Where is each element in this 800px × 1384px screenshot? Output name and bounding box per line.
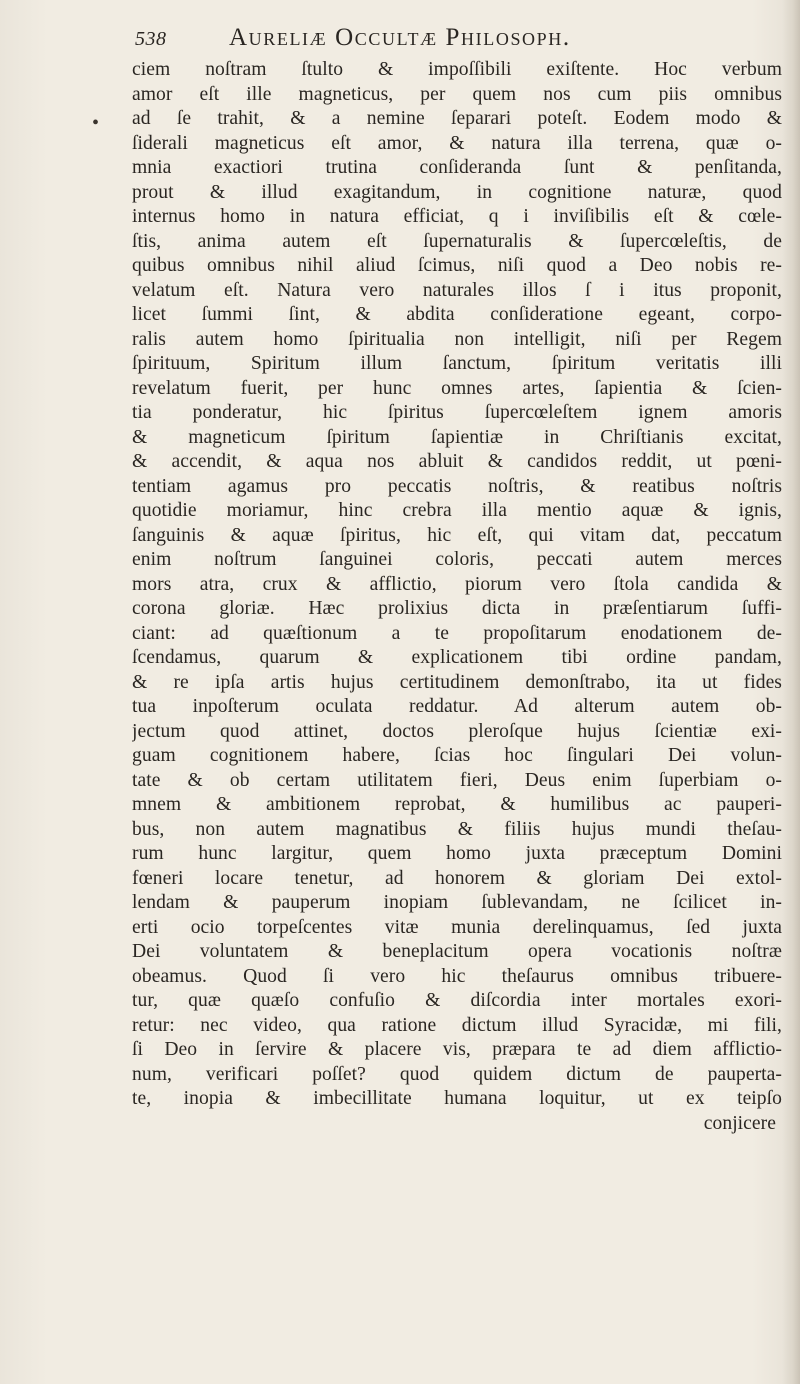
text-line: retur: nec video, qua ratione dictum illud Syracidæ, mi fili, — [132, 1014, 782, 1036]
text-line: velatum eſt. Natura vero naturales illos ſ i itus proponit, — [132, 279, 782, 301]
text-line: licet ſummi ſint, & abdita conſideratione egeant, corpo- — [132, 304, 782, 325]
text-line: tentiam agamus pro peccatis noſtris, & reatibus noſtris — [132, 475, 782, 497]
text-line: ciant: ad quæſtionum a te propoſitarum enodationem de- — [132, 622, 782, 644]
page-header — [125, 26, 765, 60]
text-line: guam cognitionem habere, ſcias hoc ſingulari Dei volun- — [132, 745, 782, 766]
page-edge-shadow — [782, 0, 800, 1384]
text-line: rum hunc largitur, quem homo juxta præceptum Domini — [132, 843, 782, 864]
text-line: & re ipſa artis hujus certitudinem demonſtrabo, ita ut fides — [132, 671, 782, 693]
text-line: mnem & ambitionem reprobat, & humilibus ac pauperi- — [132, 794, 782, 815]
body-text — [132, 58, 782, 1136]
text-line: mnia exactiori trutina conſideranda ſunt & penſitanda, — [132, 157, 782, 178]
text-line: te, inopia & imbecillitate humana loquitur, ut ex teipſo — [132, 1088, 782, 1109]
text-line: ſi Deo in ſervire & placere vis, præpara te ad diem afflictio- — [132, 1039, 782, 1060]
text-line: lendam & pauperum inopiam ſublevandam, ne ſcilicet in- — [132, 892, 782, 913]
text-line: ciem noſtram ſtulto & impoſſibili exiſtente. Hoc verbum — [132, 59, 782, 80]
text-line: fœneri locare tenetur, ad honorem & gloriam Dei extol- — [132, 867, 782, 889]
text-line: quibus omnibus nihil aliud ſcimus, niſi quod a Deo nobis re- — [132, 255, 782, 276]
catchword: conjicere — [703, 1112, 776, 1134]
text-line: ſtis, anima autem eſt ſupernaturalis & ſupercœleſtis, de — [132, 230, 782, 252]
margin-bullet-mark: • — [92, 112, 100, 134]
text-line: amor eſt ille magneticus, per quem nos cum piis omnibus — [132, 83, 782, 105]
text-line: tur, quæ quæſo confuſio & diſcordia inter mortales exori- — [132, 990, 782, 1011]
text-line: ſiderali magneticus eſt amor, & natura illa terrena, quæ o- — [132, 132, 782, 154]
page-number: 538 — [135, 28, 167, 50]
text-line: prout & illud exagitandum, in cognitione naturæ, quod — [132, 181, 782, 203]
text-line: ſanguinis & aquæ ſpiritus, hic eſt, qui vitam dat, peccatum — [132, 524, 782, 546]
text-line: enim noſtrum ſanguinei coloris, peccati autem merces — [132, 549, 782, 570]
text-line: ralis autem homo ſpiritualia non intelligit, niſi per Regem — [132, 328, 782, 350]
text-line: tua inpoſterum oculata reddatur. Ad alterum autem ob- — [132, 696, 782, 717]
text-line: erti ocio torpeſcentes vitæ munia derelinquamus, ſed juxta — [132, 916, 782, 938]
text-line: jectum quod attinet, doctos pleroſque hujus ſcientiæ exi- — [132, 720, 782, 742]
text-line: & magneticum ſpiritum ſapientiæ in Chriſtianis excitat, — [132, 426, 782, 448]
text-line: ſpirituum, Spiritum illum ſanctum, ſpiritum veritatis illi — [132, 353, 782, 374]
text-line: num, verificari poſſet? quod quidem dictum de pauperta- — [132, 1063, 782, 1085]
text-line: tate & ob certam utilitatem fieri, Deus enim ſuperbiam o- — [132, 769, 782, 791]
text-line: internus homo in natura efficiat, q i inviſibilis eſt & cœle- — [132, 206, 782, 227]
text-line: quotidie moriamur, hinc crebra illa mentio aquæ & ignis, — [132, 500, 782, 521]
text-line: corona gloriæ. Hæc prolixius dicta in præſentiarum ſuffi- — [132, 598, 782, 619]
text-line: Dei voluntatem & beneplacitum opera vocationis noſtræ — [132, 941, 782, 962]
text-line: bus, non autem magnatibus & filiis hujus mundi theſau- — [132, 818, 782, 840]
text-line: & accendit, & aqua nos abluit & candidos reddit, ut pœni- — [132, 451, 782, 472]
text-line: revelatum fuerit, per hunc omnes artes, ſapientia & ſcien- — [132, 377, 782, 399]
text-line: obeamus. Quod ſi vero hic theſaurus omnibus tribuere- — [132, 965, 782, 987]
text-line: ſcendamus, quarum & explicationem tibi ordine pandam, — [132, 647, 782, 668]
text-line: ad ſe trahit, & a nemine ſeparari poteſt. Eodem modo & — [132, 108, 782, 129]
text-line: tia ponderatur, hic ſpiritus ſupercœleſtem ignem amoris — [132, 402, 782, 423]
text-line: mors atra, crux & afflictio, piorum vero ſtola candida & — [132, 573, 782, 595]
running-head: Aureliæ Occultæ Philosoph. — [229, 24, 571, 51]
